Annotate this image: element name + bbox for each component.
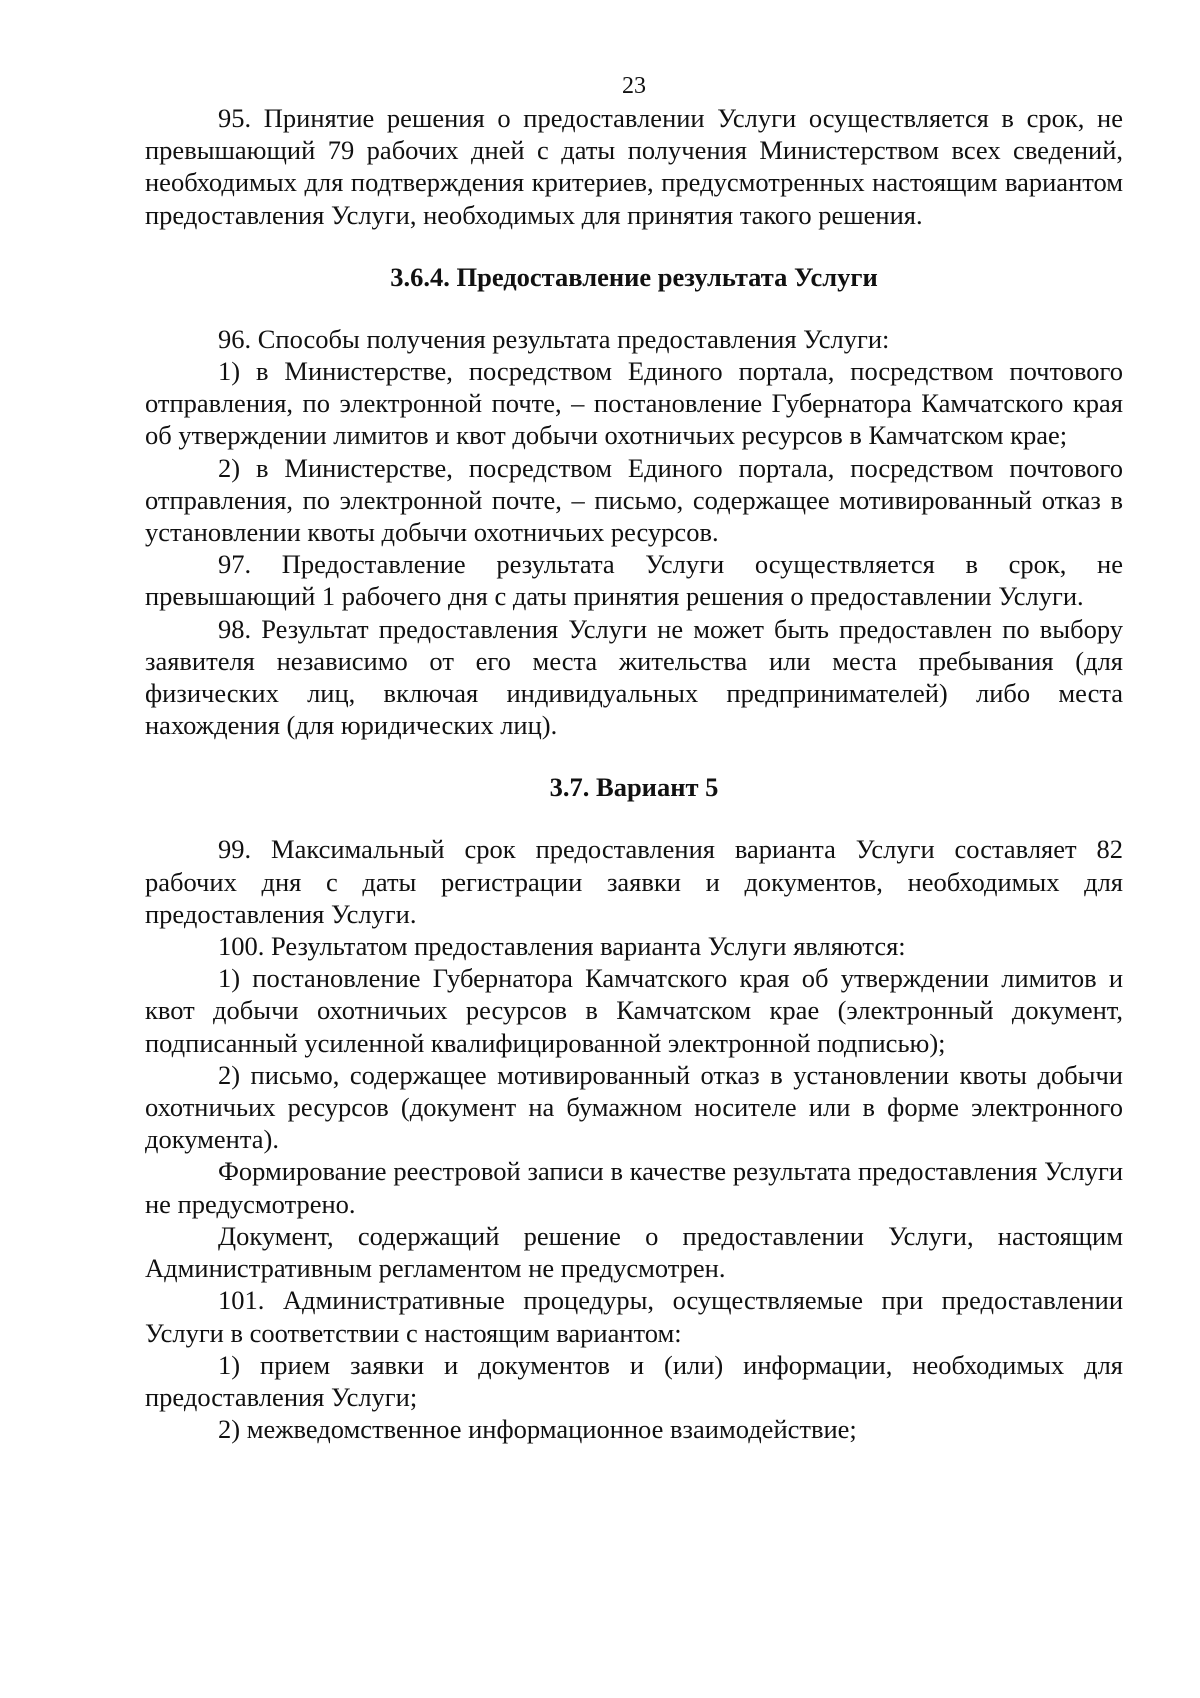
paragraph-98: 98. Результат предоставления Услуги не может быть предоставлен по выбору заявителя независимо от его места жительства или места пребывания (для физических лиц, включая индивидуальных предпринимателей) либо места нахождения (для юридических лиц).	[145, 613, 1123, 741]
document-page	[145, 70, 1123, 1445]
paragraph-96-item-2: 2) в Министерстве, посредством Единого портала, посредством почтового отправления, по электронной почте, – письмо, содержащее мотивированный отказ в установлении квоты добычи охотничьих ресурсов.	[145, 452, 1123, 548]
spacer	[145, 803, 1123, 833]
spacer	[145, 293, 1123, 323]
paragraph-101: 101. Административные процедуры, осуществляемые при предоставлении Услуги в соответствии с настоящим вариантом:	[145, 1285, 1123, 1348]
paragraph-100-item-2: 2) письмо, содержащее мотивированный отказ в установлении квоты добычи охотничьих ресурсов (документ на бумажном носителе или в форме электронного документа).	[145, 1059, 1123, 1155]
paragraph-registry-record: Формирование реестровой записи в качестве результата предоставления Услуги не предусмотрено.	[145, 1156, 1123, 1219]
paragraph-101-item-1: 1) прием заявки и документов и (или) информации, необходимых для предоставления Услуги;	[145, 1349, 1123, 1412]
paragraph-96-item-1: 1) в Министерстве, посредством Единого портала, посредством почтового отправления, по электронной почте, – постановление Губернатора Камчатского края об утверждении лимитов и квот добычи охотничьих ресурсов в Камчатском крае;	[145, 356, 1123, 451]
paragraph-101-item-2: 2) межведомственное информационное взаимодействие;	[218, 1414, 857, 1445]
paragraph-96: 96. Способы получения результата предоставления Услуги:	[218, 323, 890, 354]
paragraph-99: 99. Максимальный срок предоставления варианта Услуги составляет 82 рабочих дня с даты регистрации заявки и документов, необходимых для предоставления Услуги.	[145, 834, 1123, 929]
page-number: 23	[622, 73, 646, 99]
paragraph-decision-document: Документ, содержащий решение о предоставлении Услуги, настоящим Административным регламентом не предусмотрен.	[145, 1220, 1123, 1284]
paragraph-100: 100. Результатом предоставления варианта Услуги являются:	[218, 931, 906, 962]
paragraph-100-item-1: 1) постановление Губернатора Камчатского края об утверждении лимитов и квот добычи охотничьих ресурсов в Камчатском крае (электронный документ, подписанный усиленной квалифицированной электронной подписью);	[145, 963, 1123, 1058]
paragraph-95: 95. Принятие решения о предоставлении Услуги осуществляется в срок, не превышающий 79 рабочих дней с даты получения Министерством всех сведений, необходимых для подтверждения критериев, предусмотренных настоящим вариантом предоставления Услуги, необходимых для принятия такого решения.	[145, 103, 1123, 230]
paragraph-97: 97. Предоставление результата Услуги осуществляется в срок, не превышающий 1 рабочего дня с даты принятия решения о предоставлении Услуги.	[145, 549, 1123, 612]
section-heading-3-6-4: 3.6.4. Предоставление результата Услуги	[390, 261, 878, 292]
spacer	[145, 231, 1123, 261]
section-heading-3-7: 3.7. Вариант 5	[549, 772, 719, 803]
spacer	[145, 741, 1123, 771]
